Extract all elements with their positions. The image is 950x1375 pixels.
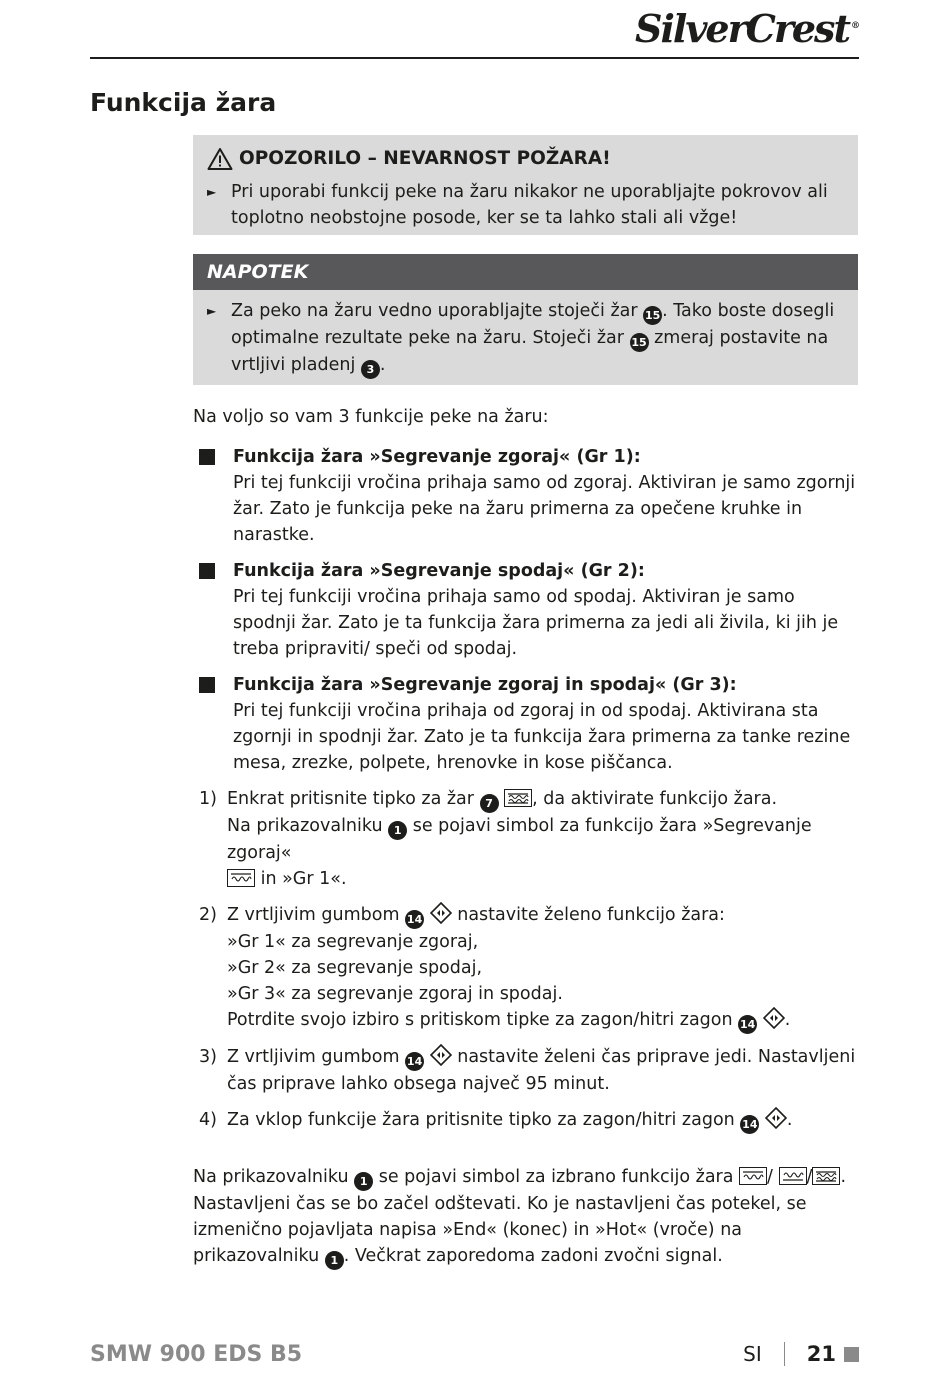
page-square-icon: [844, 1347, 859, 1362]
option-gr1: »Gr 1« za segrevanje zgoraj,: [227, 932, 479, 952]
function-heading: Funkcija žara »Segrevanje zgoraj in spodaj« (Gr 3):: [233, 675, 737, 695]
function-heading: Funkcija žara »Segrevanje zgoraj« (Gr 1):: [233, 447, 641, 467]
function-text: Pri tej funkciji vročina prihaja samo od zgoraj. Aktiviran je samo zgornji žar. Zato je funkcija peke na žaru primerna za opečene kruhke in narastke.: [233, 473, 856, 545]
note-text: Za peko na žaru vedno uporabljajte stoječi žar 15 . Tako boste dosegli optimalne rezultate peke na žaru. Stoječi žar 15 zmeraj postavite na vrtljivi pladenj 3 .: [231, 298, 844, 379]
dial-icon: [765, 1107, 787, 1129]
option-gr2: »Gr 2« za segrevanje spodaj,: [227, 958, 483, 978]
square-bullet-icon: [199, 677, 215, 693]
section-title: Funkcija žara: [90, 88, 277, 117]
list-item: [193, 444, 858, 548]
step-number: 1): [199, 789, 217, 809]
step-2: 2) Z vrtljivim gumbom 14 nastavite želeno funkcijo žara: »Gr 1« za segrevanje zgoraj, »Gr 2« za segrevanje spodaj, »Gr 3« za segrevanje zgoraj in spodaj. Potrdite svojo izbiro s pritiskom tipke za zagon/hitri zagon 14 .: [193, 902, 858, 1034]
note-bullet: [207, 298, 844, 379]
dial-icon: [430, 902, 452, 924]
function-text: Pri tej funkciji vročina prihaja samo od spodaj. Aktiviran je samo spodnji žar. Zato je ta funkcija žara primerna za jedi ali živila, ki jih je treba pripraviti/ speči od spodaj.: [233, 587, 839, 659]
square-bullet-icon: [199, 449, 215, 465]
warning-text: Pri uporabi funkcij peke na žaru nikakor ne uporabljajte pokrovov ali toplotno neobstojne posode, ker se ta lahko stali ali vžge!: [231, 182, 828, 228]
ref-15-icon: 15: [630, 333, 649, 352]
warning-title: [207, 143, 844, 175]
grill-button-icon: [504, 789, 532, 807]
ref-14-icon: 14: [740, 1115, 759, 1134]
note-body: [193, 290, 858, 385]
step-1: 1) Enkrat pritisnite tipko za žar 7 , da aktivirate funkcijo žara. Na prikazovalniku 1 se pojavi simbol za funkcijo žara »Segrevanje zgoraj« in »Gr 1«.: [193, 786, 858, 892]
page-number: 21: [806, 1342, 836, 1366]
function-text: Pri tej funkciji vročina prihaja od zgoraj in od spodaj. Aktivirana sta zgornji in spodnji žar. Zato je ta funkcija žara primerna za tanke rezine mesa, zrezke, polpete, hrenovke in kose piščanca.: [233, 701, 851, 773]
warning-triangle-icon: [207, 147, 233, 171]
grill-top-icon: [227, 869, 255, 887]
list-item: [193, 672, 858, 776]
footer-model: SMW 900 EDS B5: [90, 1342, 303, 1367]
arrow-bullet-icon: ►: [207, 304, 217, 318]
footer-divider: [784, 1342, 785, 1366]
arrow-bullet-icon: ►: [207, 185, 217, 199]
ref-14-icon: 14: [405, 910, 424, 929]
content-column: [193, 135, 858, 1270]
intro-text: Na voljo so vam 3 funkcije peke na žaru:: [193, 407, 549, 427]
grill-top-bottom-icon: [812, 1167, 840, 1185]
grill-functions-list: [193, 444, 858, 776]
ref-1-icon: 1: [354, 1172, 373, 1191]
ref-7-icon: 7: [480, 794, 499, 813]
note-box: [193, 254, 858, 385]
footer-page-info: [743, 1342, 859, 1366]
dial-icon: [430, 1044, 452, 1066]
option-gr3: »Gr 3« za segrevanje zgoraj in spodaj.: [227, 984, 563, 1004]
grill-top-icon: [739, 1167, 767, 1185]
fire-warning-box: [193, 135, 858, 235]
note-heading: NAPOTEK: [193, 254, 858, 290]
ref-15-icon: 15: [643, 306, 662, 325]
list-item: [193, 558, 858, 662]
footer-language: SI: [743, 1342, 762, 1366]
header-rule: [90, 57, 859, 59]
steps-list: [193, 786, 858, 1134]
step-3: 3) Z vrtljivim gumbom 14 nastavite želeni čas priprave jedi. Nastavljeni čas priprave lahko obsega največ 95 minut.: [193, 1044, 858, 1097]
ref-14-icon: 14: [405, 1052, 424, 1071]
square-bullet-icon: [199, 563, 215, 579]
function-heading: Funkcija žara »Segrevanje spodaj« (Gr 2):: [233, 561, 645, 581]
step-4: 4) Za vklop funkcije žara pritisnite tipko za zagon/hitri zagon 14 .: [193, 1107, 858, 1134]
step-number: 3): [199, 1047, 217, 1067]
ref-14-icon: 14: [738, 1015, 757, 1034]
dial-icon: [763, 1007, 785, 1029]
step-number: 2): [199, 905, 217, 925]
final-paragraph: Na prikazovalniku 1 se pojavi simbol za izbrano funkcijo žara / / . Nastavljeni čas se bo začel odštevati. Ko je nastavljeni čas potekel, se izmenično pojavljata napisa »End« (konec) in »Hot« (vroče) na prikazovalniku 1 . Večkrat zaporedoma zadoni zvočni signal.: [193, 1164, 858, 1270]
brand-name: SilverCrest: [635, 6, 849, 51]
ref-3-icon: 3: [361, 360, 380, 379]
ref-1-icon: 1: [325, 1251, 344, 1270]
registered-mark: ®: [851, 21, 858, 32]
step-number: 4): [199, 1110, 217, 1130]
brand-logo: [635, 6, 858, 51]
warning-title-text: OPOZORILO – NEVARNOST POŽARA!: [239, 148, 611, 169]
warning-bullet: [207, 175, 844, 231]
ref-1-icon: 1: [388, 821, 407, 840]
grill-bottom-icon: [779, 1167, 807, 1185]
